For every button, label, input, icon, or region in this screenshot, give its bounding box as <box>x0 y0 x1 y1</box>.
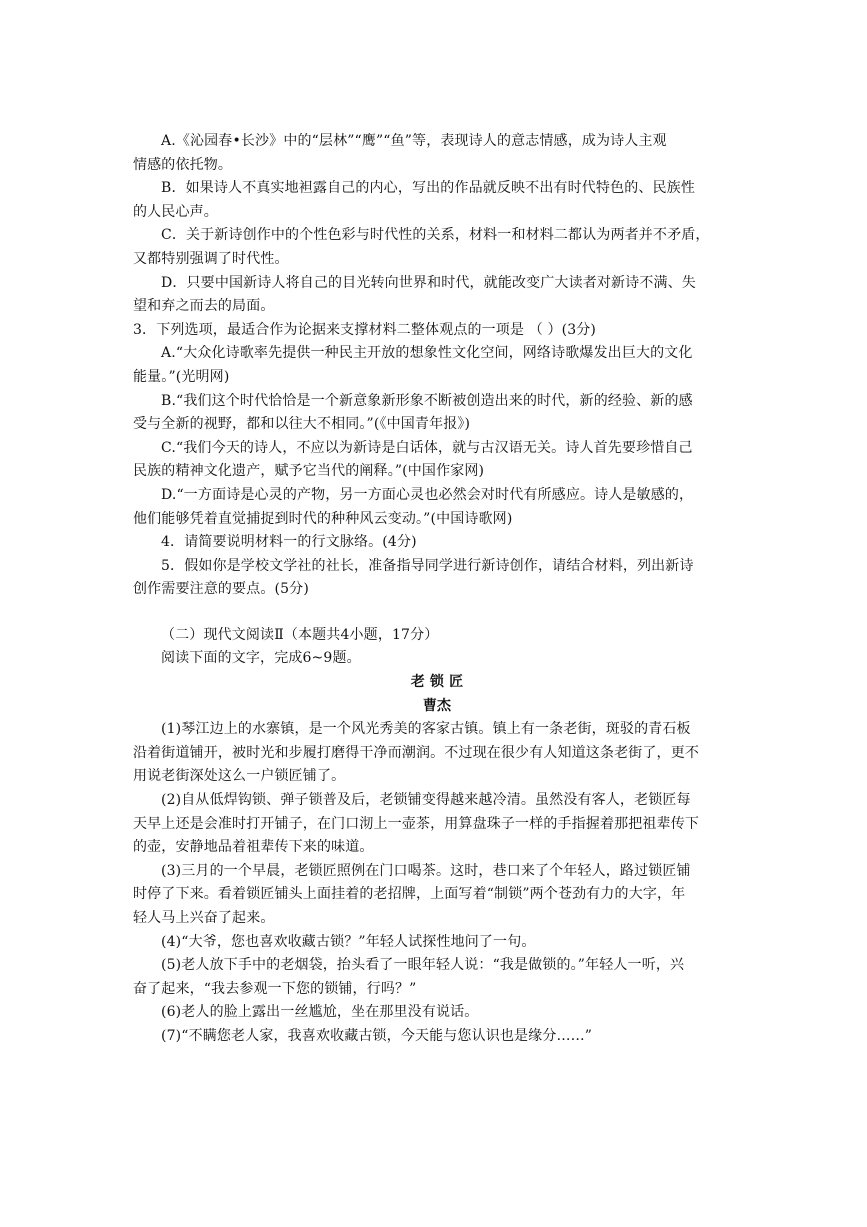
paragraph-3-line1: (3)三月的一个早晨，老锁匠照例在门口喝茶。这时，巷口来了个年轻人，路过锁匠铺 <box>161 862 691 879</box>
q2-option-c-line1: C．关于新诗创作中的个性色彩与时代性的关系，材料一和材料二都认为两者并不矛盾， <box>161 227 710 244</box>
q2-option-a-line1: A.《沁园春•长沙》中的“层林”“鹰”“鱼”等，表现诗人的意志情感，成为诗人主观 <box>161 133 667 149</box>
paragraph-4-line1: (4)“大爷，您也喜欢收藏古锁？”年轻人试探性地问了一句。 <box>161 933 536 950</box>
paragraph-6-line1: (6)老人的脸上露出一丝尴尬，坐在那里没有说话。 <box>161 1004 479 1021</box>
paragraph-7-line1: (7)“不瞒您老人家，我喜欢收藏古锁，今天能与您认识也是缘分……” <box>161 1027 593 1044</box>
paragraph-2-line2: 天早上还是会准时打开铺子，在门口沏上一壶茶，用算盘珠子一样的手指握着那把祖辈传下 <box>133 815 699 832</box>
q2-options <box>133 130 741 319</box>
paragraph-1-line3: 用说老街深处这么一户锁匠铺了。 <box>133 768 346 785</box>
paragraph-1-line2: 沿着街道铺开，被时光和步履打磨得干净而潮润。不过现在很少有人知道这条老街了，更不 <box>133 744 699 761</box>
q2-option-b-line1: B．如果诗人不真实地袒露自己的内心，写出的作品就反映不出有时代特色的、民族性 <box>161 180 695 197</box>
q3-option-a-line2: 能量。”(光明网) <box>133 368 230 385</box>
q3-option-d-line1: D.“一方面诗是心灵的产物，另一方面心灵也必然会对时代有所感应。诗人是敏感的， <box>161 486 694 503</box>
q5-stem-line1: 5．假如你是学校文学社的社长，准备指导同学进行新诗创作，请结合材料，列出新诗 <box>161 557 694 574</box>
story-author: 曹杰 <box>422 697 452 714</box>
paragraph-1-line1: (1)琴江边上的水寨镇，是一个风光秀美的客家古镇。镇上有一条老街，斑驳的青石板 <box>161 721 691 738</box>
story-title: 老 锁 匠 <box>410 674 464 691</box>
q5-stem-line2: 创作需要注意的要点。(5分) <box>133 581 309 598</box>
paragraph-5-line1: (5)老人放下手中的老烟袋，抬头看了一眼年轻人说：“我是做锁的。”年轻人一听，兴 <box>161 957 685 974</box>
section-spacer <box>133 602 741 624</box>
q3-option-d-line2: 他们能够凭着直觉捕捉到时代的种种风云变动。”(中国诗歌网) <box>133 510 513 527</box>
q3-option-a-line1: A.“大众化诗歌率先提供一种民主开放的想象性文化空间，网络诗歌爆发出巨大的文化 <box>161 345 693 362</box>
q4-stem: 4．请简要说明材料一的行文脉络。(4分) <box>161 534 417 551</box>
q3-stem: 3．下列选项，最适合作为论据来支撑材料二整体观点的一项是 （ ）(3分) <box>133 321 597 338</box>
q3-options <box>133 342 741 531</box>
section-heading: （二）现代文阅读Ⅱ（本题共4小题，17分） <box>161 626 439 643</box>
q2-option-b-line2: 的人民心声。 <box>133 203 218 220</box>
q2-option-d-line2: 望和弃之而去的局面。 <box>133 298 275 315</box>
paragraph-5-line2: 奋了起来，“我去参观一下您的锁铺，行吗？” <box>133 980 417 997</box>
paragraph-3-line2: 时停了下来。看着锁匠铺头上面挂着的老招牌，上面写着“制锁”两个苍劲有力的大字，年 <box>133 886 686 903</box>
section-instruction: 阅读下面的文字，完成6~9题。 <box>161 650 361 667</box>
q3-option-c-line1: C.“我们今天的诗人，不应以为新诗是白话体，就与古汉语无关。诗人首先要珍惜自己 <box>161 439 693 456</box>
q3-option-b-line2: 受与全新的视野，都和以往大不相同。”(《中国青年报》) <box>133 416 471 433</box>
exam-page <box>133 130 741 1049</box>
paragraph-3-line3: 轻人马上兴奋了起来。 <box>133 910 275 926</box>
q3-option-b-line1: B.“我们这个时代恰恰是一个新意象新形象不断被创造出来的时代，新的经验、新的感 <box>161 392 693 409</box>
q2-option-c-line2: 又都特别强调了时代性。 <box>133 250 289 267</box>
story-body <box>133 718 741 1048</box>
paragraph-2-line1: (2)自从低焊钩锁、弹子锁普及后，老锁铺变得越来越冷清。虽然没有客人，老锁匠每 <box>161 792 691 809</box>
q2-option-d-line1: D．只要中国新诗人将自己的目光转向世界和时代，就能改变广大读者对新诗不满、失 <box>161 274 696 291</box>
q3-option-c-line2: 民族的精神文化遗产，赋予它当代的阐释。”(中国作家网) <box>133 463 485 480</box>
q2-option-a-line2: 情感的依托物。 <box>133 156 233 173</box>
paragraph-2-line3: 的壶，安静地品着祖辈传下来的味道。 <box>133 839 374 856</box>
